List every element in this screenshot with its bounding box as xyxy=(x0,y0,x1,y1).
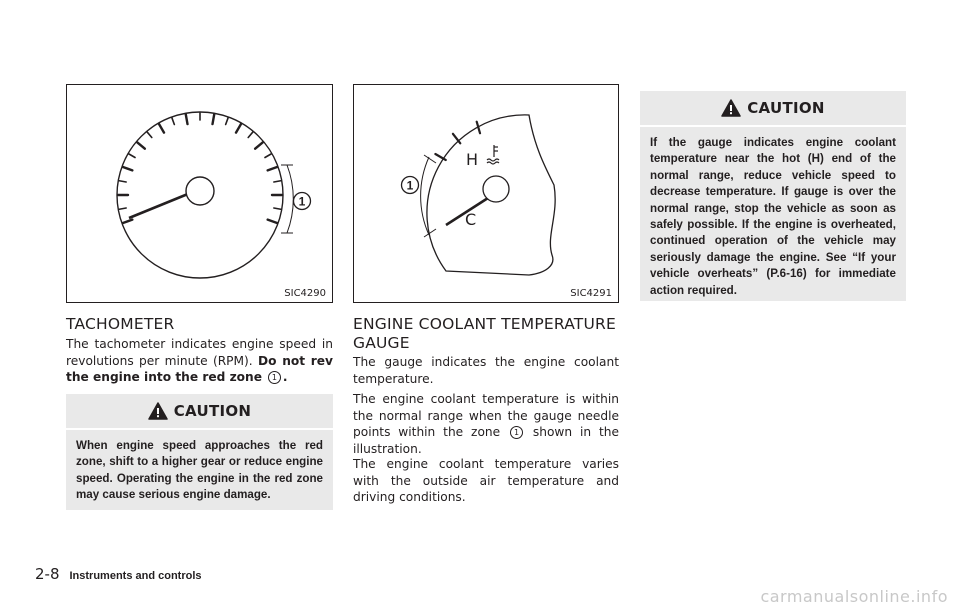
warning-triangle-icon xyxy=(721,99,741,117)
section-title: Instruments and controls xyxy=(69,570,202,582)
coolant-para-2a: The engine coolant temperature is within the normal range when the gauge needle points within the zone xyxy=(353,392,619,439)
tachometer-illustration xyxy=(67,85,334,304)
tachometer-figure xyxy=(66,84,333,303)
callout-1-icon: 1 xyxy=(268,371,281,384)
tach-tick xyxy=(265,154,271,158)
page-number: 2-8 xyxy=(35,565,60,583)
coolant-gauge-illustration xyxy=(354,85,620,304)
coolant-temperature-icon xyxy=(487,145,499,164)
warning-triangle-icon xyxy=(148,402,168,420)
coolant-heading-line1: ENGINE COOLANT TEMPERATURE xyxy=(353,315,616,333)
caution-header xyxy=(640,91,906,127)
hot-label: H xyxy=(466,150,479,169)
coolant-callout-label: 1 xyxy=(406,178,414,193)
coolant-para-1: The gauge indicates the engine coolant temperature. xyxy=(353,355,619,386)
tach-tick xyxy=(137,142,145,148)
tach-text: The tachometer indicates engine speed in revolutions per minute (RPM). xyxy=(66,337,333,368)
tach-tick xyxy=(123,167,132,170)
tach-tick xyxy=(123,220,132,223)
tach-tick xyxy=(268,167,277,170)
watermark: carmanualsonline.info xyxy=(760,587,948,606)
callout-1-icon: 1 xyxy=(510,426,523,439)
tach-tick xyxy=(147,132,151,137)
caution-title: CAUTION xyxy=(747,99,825,117)
coolant-para-2b: shown in the illustration. xyxy=(353,425,620,456)
tach-tick xyxy=(172,118,174,125)
tach-tick xyxy=(159,124,164,133)
tach-tick xyxy=(274,181,281,182)
figure-code: SIC4291 xyxy=(570,288,612,299)
tach-callout-label: 1 xyxy=(298,194,306,209)
tach-tick xyxy=(268,220,277,223)
tachometer-heading: TACHOMETER xyxy=(66,315,175,333)
caution-header xyxy=(66,394,333,430)
coolant-para-2 xyxy=(353,391,619,457)
tach-tick xyxy=(186,114,188,124)
caution-text: If the gauge indicates engine coolant temperature near the hot (H) end of the normal range, reduce vehicle speed to decrease temperature. If gauge is over the normal range, stop the vehicle as soon as safely possible. If the engine is overheated, continued operation of the vehicle may seriously damage the engine. See “If your vehicle overheats” (P.6-16) for immediate action required. xyxy=(650,136,896,297)
coolant-para-3: The engine coolant temperature varies with the outside air temperature and driving conditions. xyxy=(353,457,619,504)
tach-tick xyxy=(119,208,126,209)
tachometer-description xyxy=(66,336,333,386)
tach-tick xyxy=(236,124,241,133)
figure-code: SIC4290 xyxy=(284,288,326,299)
coolant-heading-line2: GAUGE xyxy=(353,334,410,352)
tach-tick xyxy=(255,142,263,148)
tach-tick xyxy=(213,114,215,124)
coolant-heading xyxy=(353,315,616,353)
tach-tick xyxy=(248,132,252,137)
tachometer-caution-box xyxy=(66,394,333,510)
coolant-gauge-figure xyxy=(353,84,619,303)
caution-title: CAUTION xyxy=(173,402,252,420)
cold-label: C xyxy=(465,210,477,229)
tach-end: . xyxy=(282,370,288,384)
tach-tick xyxy=(274,208,281,209)
page-footer xyxy=(35,565,202,583)
coolant-caution-box xyxy=(640,91,906,301)
tach-tick xyxy=(226,118,228,125)
tach-warning-text: Do not rev the engine into the red zone xyxy=(66,353,334,384)
tach-tick xyxy=(129,154,135,158)
tach-tick xyxy=(119,181,126,182)
caution-text: When engine speed approaches the red zone, shift to a higher gear or reduce engine speed. Operating the engine in the red zone may cause serious engine damage. xyxy=(76,439,323,502)
